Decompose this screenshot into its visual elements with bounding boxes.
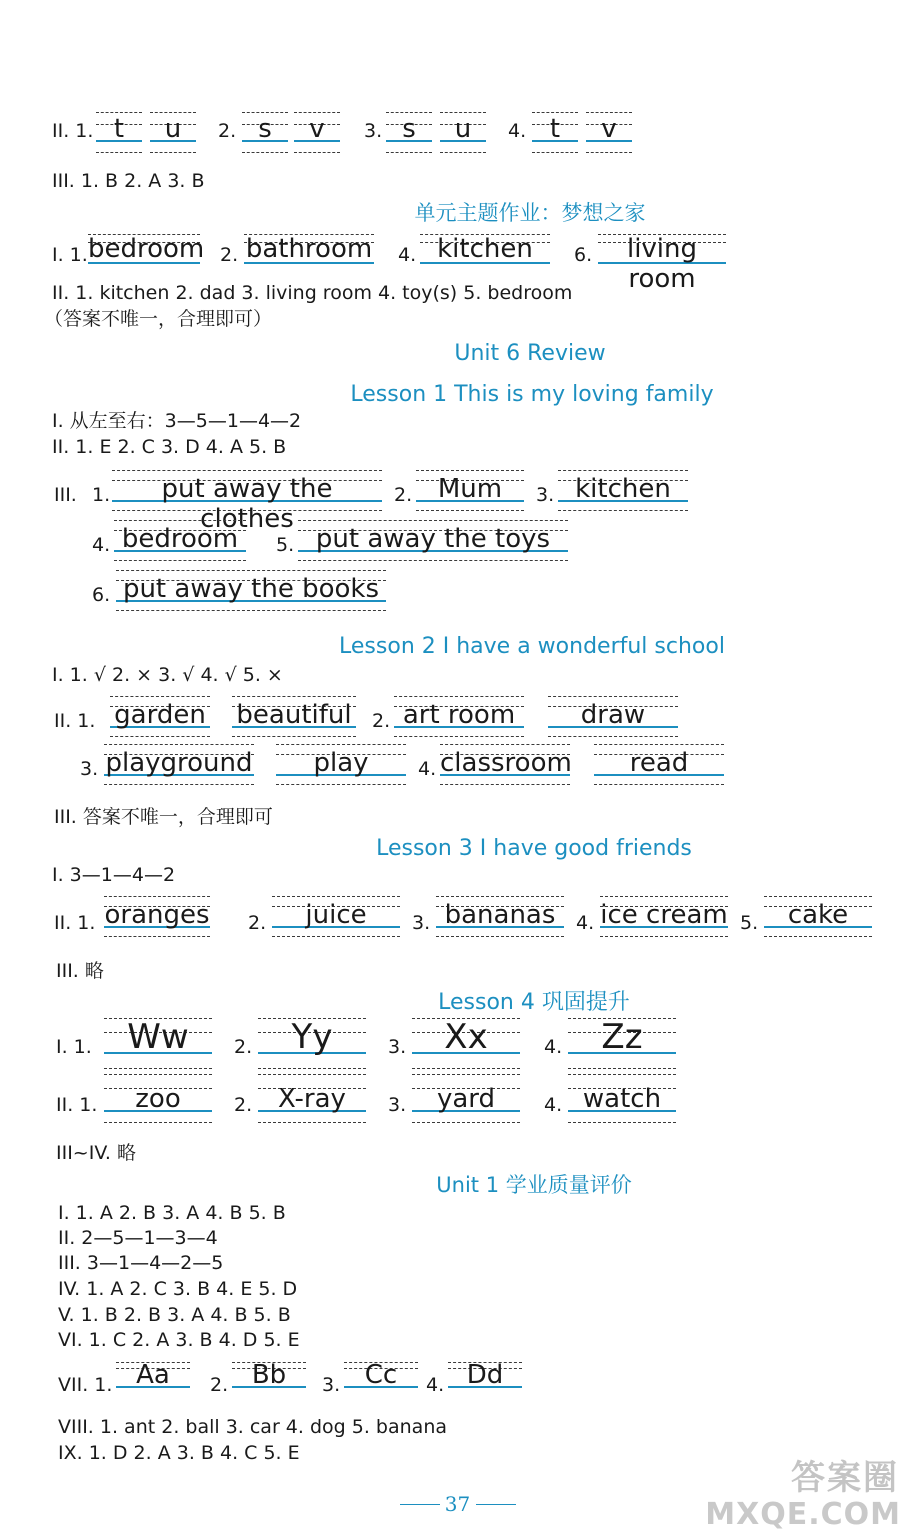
lesson1-iii-label: III. [54, 484, 77, 506]
lesson1-ii: II. 1. E 2. C 3. D 4. A 5. B [52, 436, 287, 458]
lesson3-ii-5: cake [764, 896, 872, 938]
unit6-title: Unit 6 Review [454, 341, 606, 366]
lesson1-iii-6-num: 6. [92, 584, 111, 606]
lesson4-i-3: Xx [412, 1018, 520, 1070]
lesson1-iii-1: put away the clothes [112, 470, 382, 512]
lesson3-ii-4: ice cream [600, 896, 728, 938]
lesson2-ii-4a: classroom [440, 744, 570, 786]
lesson1-iii-5: put away the toys [298, 520, 568, 562]
lesson4-ii-3-num: 3. [388, 1094, 407, 1116]
unit1-ix: IX. 1. D 2. A 3. B 4. C 5. E [58, 1442, 300, 1464]
lesson4-ii-4-num: 4. [544, 1094, 563, 1116]
lesson2-iii: III. 答案不唯一，合理即可 [54, 806, 273, 828]
theme-i-6-num: 6. [574, 244, 593, 266]
lesson4-title: Lesson 4 巩固提升 [438, 990, 630, 1015]
lesson4-i-3-num: 3. [388, 1036, 407, 1058]
lesson3-i: I. 3—1—4—2 [52, 864, 176, 886]
lesson1-iii-3-num: 3. [536, 484, 555, 506]
theme-i-4-num: 4. [398, 244, 417, 266]
unit1-vii-4: Dd [448, 1362, 522, 1392]
u5-ii-3-num: 3. [364, 120, 383, 142]
lesson4-ii-4: watch [568, 1074, 676, 1124]
lesson2-ii-1a: garden [110, 696, 210, 738]
u5-ii-label: II. 1. [52, 120, 94, 142]
lesson1-iii-6: put away the books [116, 570, 386, 612]
lesson1-iii-2: Mum [416, 470, 524, 512]
lesson4-i-4: Zz [568, 1018, 676, 1070]
unit1-eval-title: Unit 1 学业质量评价 [436, 1173, 632, 1197]
lesson4-ii-1: zoo [104, 1074, 212, 1124]
lesson4-ii-2: X-ray [258, 1074, 366, 1124]
lesson2-ii-2-num: 2. [372, 710, 391, 732]
unit1-eval-line: III. 3—1—4—2—5 [58, 1252, 224, 1274]
lesson1-iii-4: bedroom [114, 520, 246, 562]
theme-i-2-num: 2. [220, 244, 239, 266]
u5-ii-1a: t [96, 112, 142, 154]
u5-ii-3a: s [386, 112, 432, 154]
theme-title: 单元主题作业：梦想之家 [414, 201, 646, 225]
lesson1-iii-2-num: 2. [394, 484, 413, 506]
theme-i-label: I. 1. [52, 244, 88, 266]
lesson3-ii-5-num: 5. [740, 912, 759, 934]
watermark-logo: 答案圈 [791, 1458, 899, 1498]
lesson2-i: I. 1. √ 2. × 3. √ 4. √ 5. × [52, 664, 283, 686]
u5-ii-2a: s [242, 112, 288, 154]
lesson4-iii-iv: III~IV. 略 [56, 1142, 136, 1164]
unit1-vii-1: Aa [116, 1362, 190, 1392]
theme-i-2: bathroom [245, 234, 373, 264]
unit1-eval-line: VI. 1. C 2. A 3. B 4. D 5. E [58, 1329, 300, 1351]
lesson3-ii-4-num: 4. [576, 912, 595, 934]
lesson4-ii-2-num: 2. [234, 1094, 253, 1116]
lesson2-ii-2a: art room [394, 696, 524, 738]
page-number: 37 [444, 1492, 471, 1516]
unit1-vii-3: Cc [344, 1362, 418, 1392]
unit1-vii-3-num: 3. [322, 1374, 341, 1396]
lesson4-ii-3: yard [412, 1074, 520, 1124]
lesson1-iii-1-num: 1. [92, 484, 111, 506]
lesson1-title: Lesson 1 This is my loving family [350, 382, 714, 407]
unit1-eval-line: II. 2—5—1—3—4 [58, 1227, 218, 1249]
theme-ii-answers: II. 1. kitchen 2. dad 3. living room 4. toy(s) 5. bedroom [52, 282, 573, 304]
lesson3-ii-3: bananas [436, 896, 564, 938]
lesson1-iii-3: kitchen [558, 470, 688, 512]
unit1-vii-2-num: 2. [210, 1374, 229, 1396]
theme-i-4: kitchen [420, 234, 550, 268]
lesson4-i-2: Yy [258, 1018, 366, 1070]
u5-ii-2b: v [294, 112, 340, 154]
u5-ii-4a: t [532, 112, 578, 154]
unit1-viii: VIII. 1. ant 2. ball 3. car 4. dog 5. banana [58, 1416, 447, 1438]
unit1-eval-line: V. 1. B 2. B 3. A 4. B 5. B [58, 1304, 291, 1326]
footer-rule-right [476, 1504, 516, 1505]
lesson3-title: Lesson 3 I have good friends [376, 836, 692, 861]
u5-ii-4b: v [586, 112, 632, 154]
u5-ii-4-num: 4. [508, 120, 527, 142]
unit1-vii-4-num: 4. [426, 1374, 445, 1396]
lesson3-ii-2: juice [272, 896, 400, 938]
lesson2-ii-label: II. 1. [54, 710, 96, 732]
lesson3-ii-2-num: 2. [248, 912, 267, 934]
lesson2-ii-2b: draw [548, 696, 678, 738]
theme-note: （答案不唯一，合理即可） [44, 308, 273, 330]
theme-i-6: living room [598, 234, 726, 268]
lesson4-i-1: Ww [104, 1018, 212, 1070]
lesson3-iii: III. 略 [56, 960, 104, 982]
lesson1-iii-5-num: 5. [276, 534, 295, 556]
u5-ii-1b: u [150, 112, 196, 154]
u5-ii-2-num: 2. [218, 120, 237, 142]
u5-ii-3b: u [440, 112, 486, 154]
lesson2-title: Lesson 2 I have a wonderful school [339, 634, 725, 659]
lesson2-ii-4-num: 4. [418, 758, 437, 780]
unit1-vii-label: VII. 1. [58, 1374, 113, 1396]
watermark-url: MXQE.COM [705, 1497, 901, 1532]
unit1-eval-line: IV. 1. A 2. C 3. B 4. E 5. D [58, 1278, 298, 1300]
unit1-vii-2: Bb [232, 1362, 306, 1392]
lesson4-i-label: I. 1. [56, 1036, 92, 1058]
unit1-eval-line: I. 1. A 2. B 3. A 4. B 5. B [58, 1202, 286, 1224]
lesson4-i-4-num: 4. [544, 1036, 563, 1058]
lesson2-ii-4b: read [594, 744, 724, 786]
theme-i-1: bedroom [88, 234, 205, 264]
lesson3-ii-1: oranges [104, 896, 210, 938]
lesson4-i-2-num: 2. [234, 1036, 253, 1058]
lesson4-ii-label: II. 1. [56, 1094, 98, 1116]
lesson1-iii-4-num: 4. [92, 534, 111, 556]
u5-iii-answers: III. 1. B 2. A 3. B [52, 170, 205, 192]
lesson1-i: I. 从左至右：3—5—1—4—2 [52, 410, 302, 432]
lesson2-ii-1b: beautiful [232, 696, 356, 738]
lesson3-ii-label: II. 1. [54, 912, 96, 934]
lesson2-ii-3b: play [276, 744, 406, 786]
lesson2-ii-3a: playground [104, 744, 254, 786]
lesson2-ii-3-num: 3. [80, 758, 99, 780]
lesson3-ii-3-num: 3. [412, 912, 431, 934]
